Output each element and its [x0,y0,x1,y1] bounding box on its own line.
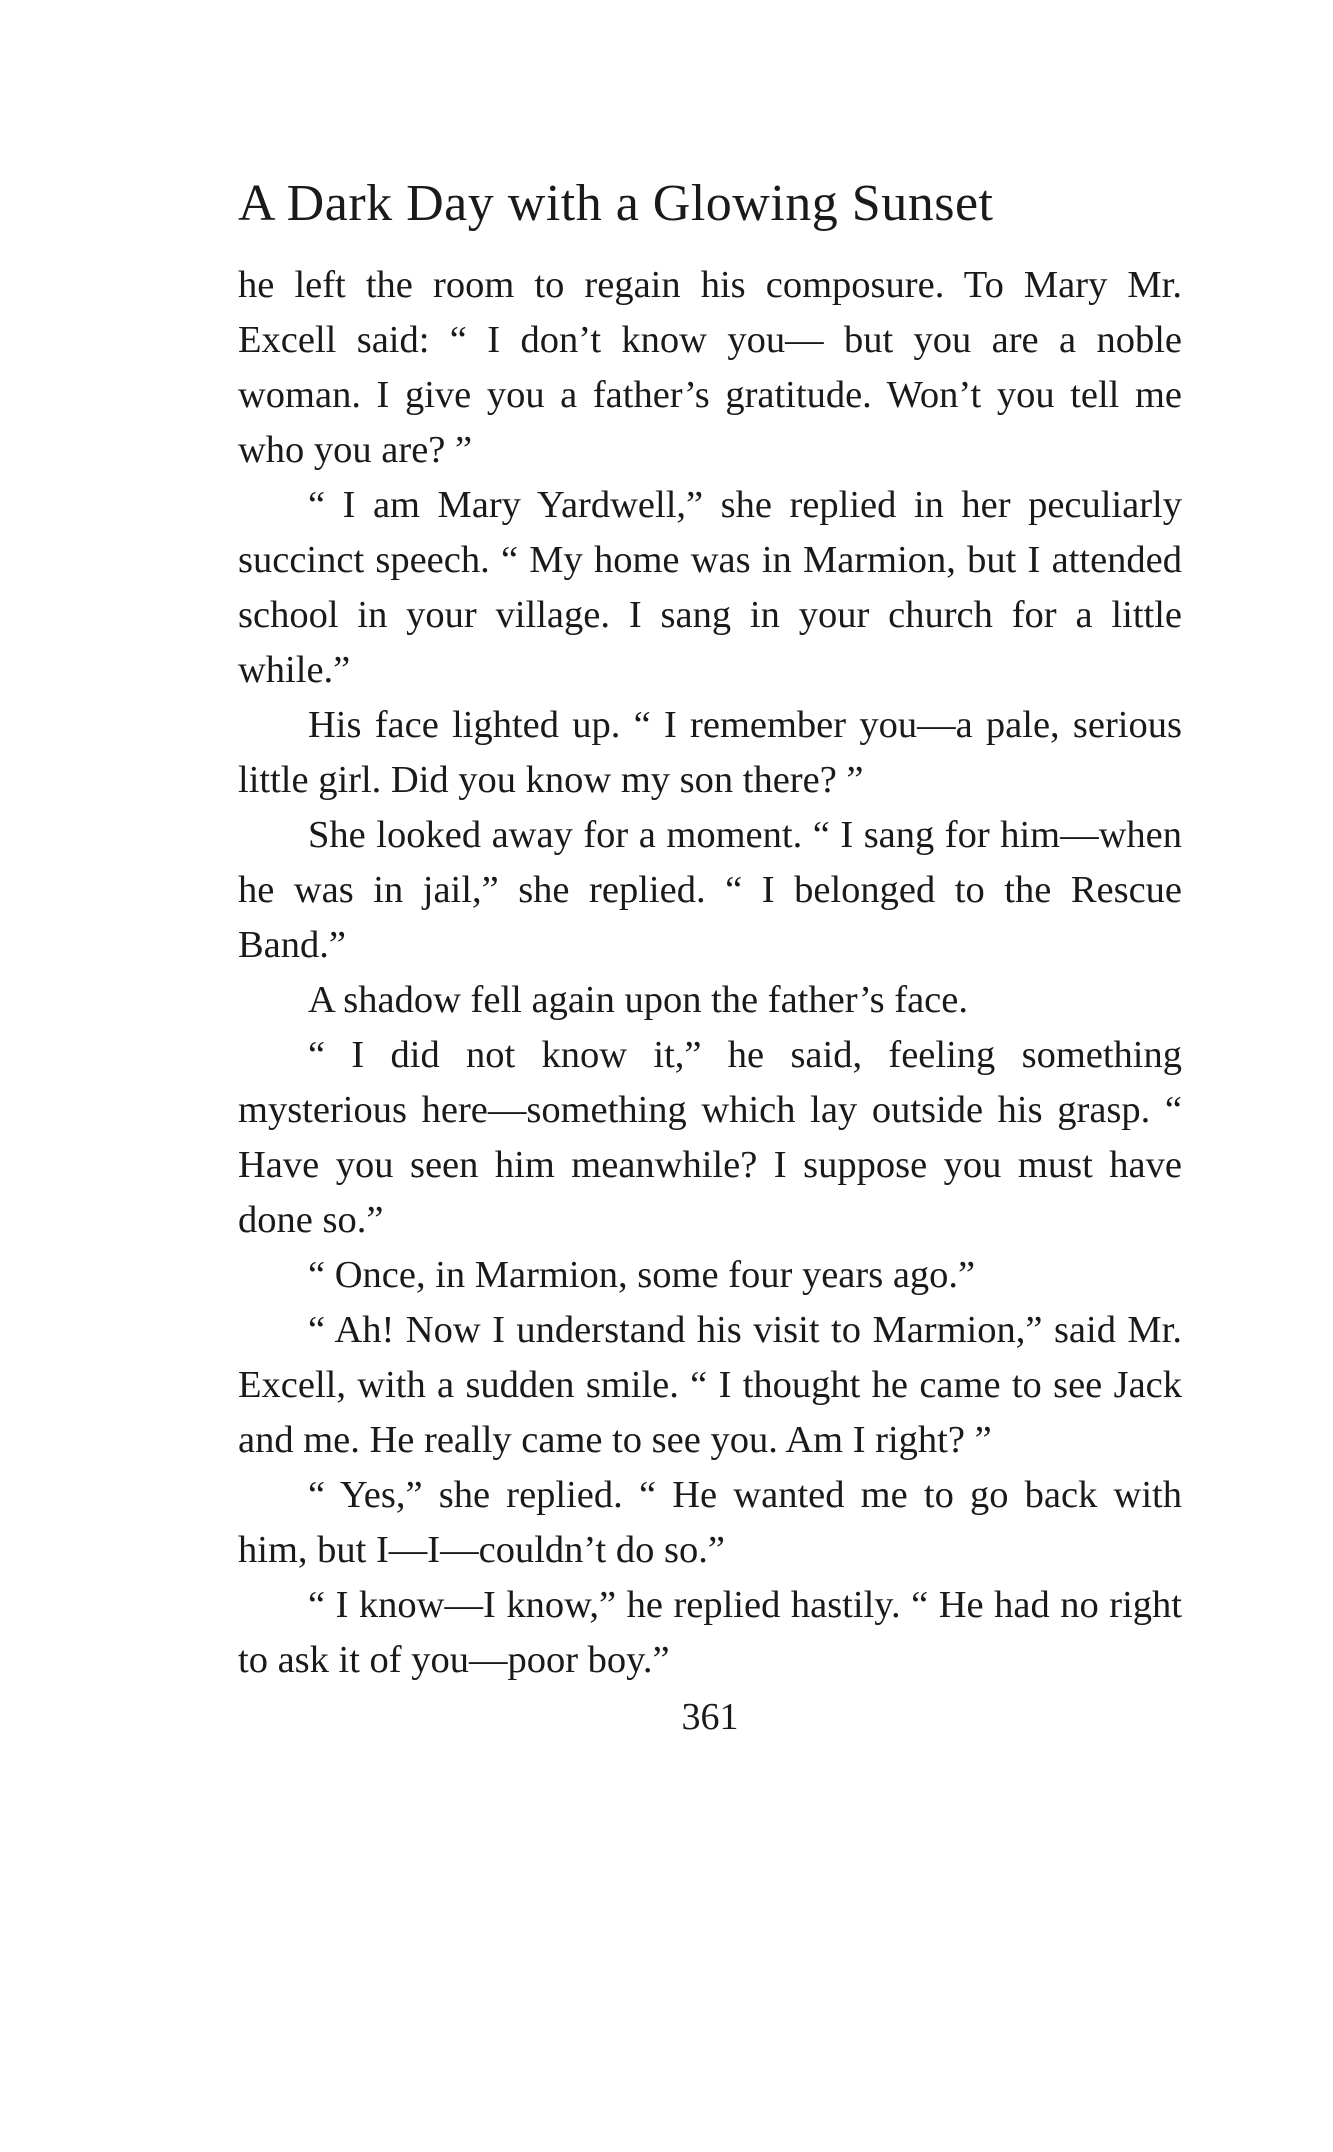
paragraph: “ I did not know it,” he said, feeling something mysterious here—something which lay outside his grasp. “ Have you seen him meanwhile? I suppose you must have done so.” [238,1034,1182,1241]
paragraph: “ I know—I know,” he replied hastily. “ He had no right to ask it of you—poor boy.” [238,1584,1182,1681]
body-text [238,258,1182,1688]
paragraph: “ Ah! Now I understand his visit to Marmion,” said Mr. Excell, with a sudden smile. “ I thought he came to see Jack and me. He really came to see you. Am I right? ” [238,1309,1182,1461]
paragraph: he left the room to regain his composure. To Mary Mr. Excell said: “ I don’t know you— but you are a noble woman. I give you a father’s gratitude. Won’t you tell me who you are? ” [238,264,1182,471]
paragraph: His face lighted up. “ I remember you—a pale, serious little girl. Did you know my son there? ” [238,704,1182,801]
book-page [238,168,1182,1745]
paragraph: She looked away for a moment. “ I sang for him—when he was in jail,” she replied. “ I belonged to the Rescue Band.” [238,814,1182,966]
paragraph: A shadow fell again upon the father’s face. [308,979,968,1021]
paragraph: “ Once, in Marmion, some four years ago.” [308,1254,976,1296]
running-head: A Dark Day with a Glowing Sunset [238,175,994,232]
page-number: 361 [681,1696,739,1738]
paragraph: “ I am Mary Yardwell,” she replied in her peculiarly succinct speech. “ My home was in Marmion, but I attended school in your village. I sang in your church for a little while.” [238,484,1182,691]
paragraph: “ Yes,” she replied. “ He wanted me to go back with him, but I—I—couldn’t do so.” [238,1474,1182,1571]
